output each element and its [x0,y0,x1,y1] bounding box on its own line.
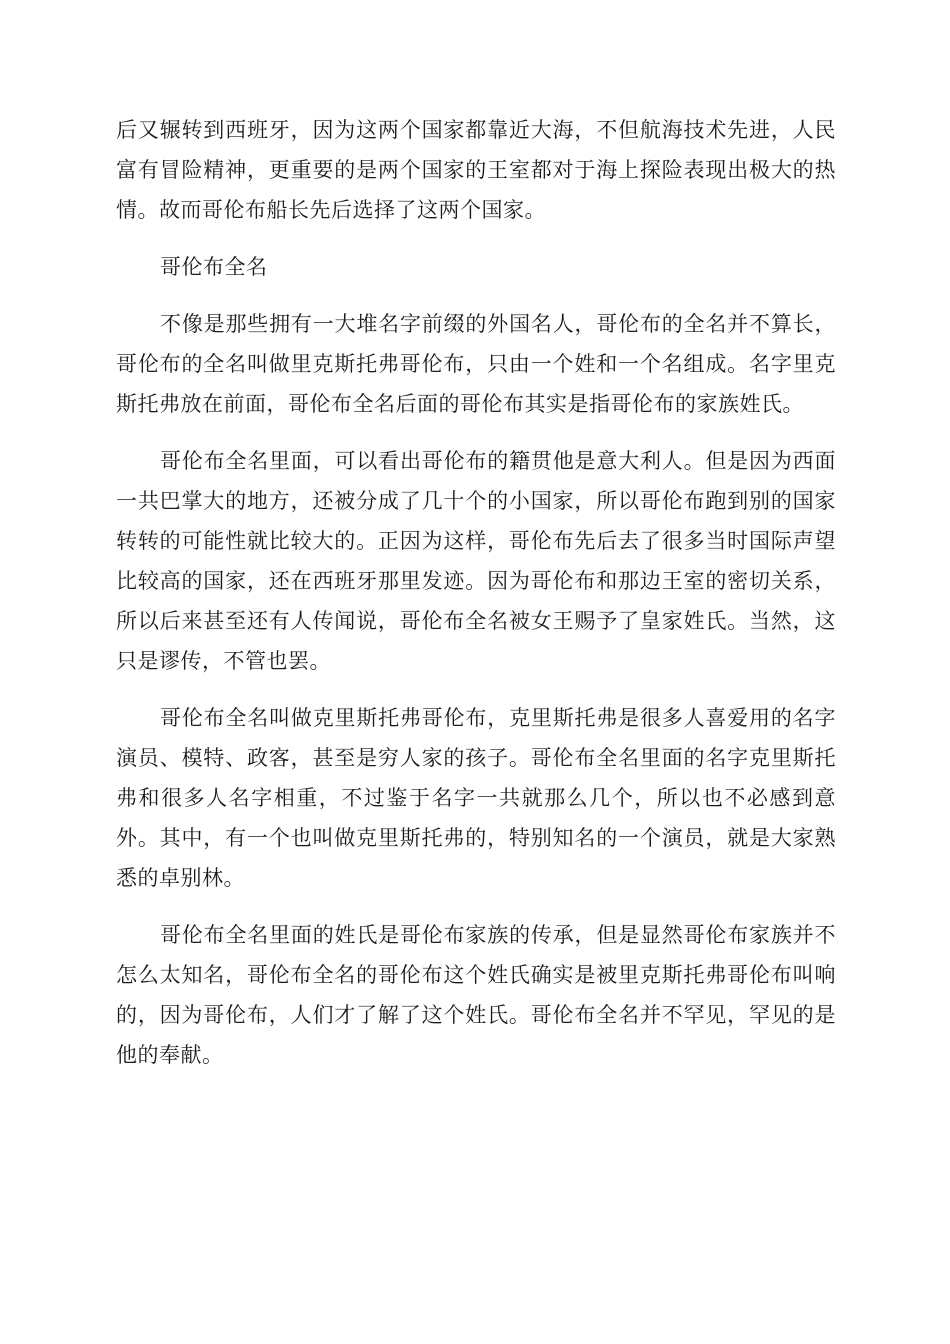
paragraph-4: 哥伦布全名里面的姓氏是哥伦布家族的传承，但是显然哥伦布家族并不怎么太知名，哥伦布全名的哥伦布这个姓氏确实是被里克斯托弗哥伦布叫响的，因为哥伦布，人们才了解了这个姓氏。哥伦布全名并不罕见，罕见的是他的奉献。 [116,923,836,1067]
document-page [116,110,836,1092]
paragraph-2: 哥伦布全名里面，可以看出哥伦布的籍贯他是意大利人。但是因为西面一共巴掌大的地方，还被分成了几十个的小国家，所以哥伦布跑到别的国家转转的可能性就比较大的。正因为这样，哥伦布先后去了很多当时国际声望比较高的国家，还在西班牙那里发迹。因为哥伦布和那边王室的密切关系，所以后来甚至还有人传闻说，哥伦布全名被女王赐予了皇家姓氏。当然，这只是谬传，不管也罢。 [116,449,836,673]
section-heading: 哥伦布全名 [160,255,268,279]
paragraph-1: 不像是那些拥有一大堆名字前缀的外国名人，哥伦布的全名并不算长，哥伦布的全名叫做里克斯托弗哥伦布，只由一个姓和一个名组成。名字里克斯托弗放在前面，哥伦布全名后面的哥伦布其实是指哥伦布的家族姓氏。 [116,312,836,416]
paragraph-3: 哥伦布全名叫做克里斯托弗哥伦布，克里斯托弗是很多人喜爱用的名字演员、模特、政客，甚至是穷人家的孩子。哥伦布全名里面的名字克里斯托弗和很多人名字相重，不过鉴于名字一共就那么几个，所以也不必感到意外。其中，有一个也叫做克里斯托弗的，特别知名的一个演员，就是大家熟悉的卓别林。 [116,706,836,890]
intro-paragraph: 后又辗转到西班牙，因为这两个国家都靠近大海，不但航海技术先进，人民富有冒险精神，更重要的是两个国家的王室都对于海上探险表现出极大的热情。故而哥伦布船长先后选择了这两个国家。 [116,118,836,222]
